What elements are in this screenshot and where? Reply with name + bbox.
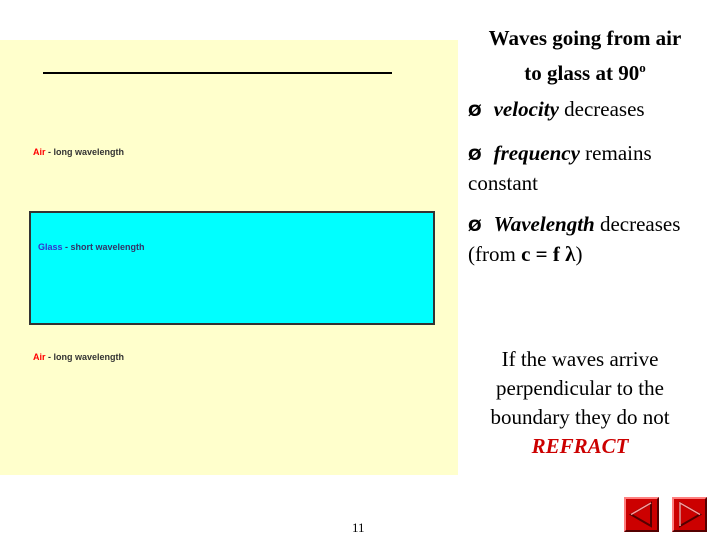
bullet-text: decreases (from bbox=[468, 212, 681, 266]
title-line-2-text: to glass at 90 bbox=[524, 61, 640, 85]
bullet-term: Wavelength bbox=[493, 212, 595, 236]
note-text: If the waves arrive perpendicular to the boundary they do not bbox=[490, 347, 670, 429]
air-top-description: long wavelength bbox=[53, 147, 125, 157]
air-bottom-label bbox=[33, 352, 124, 362]
air-top-separator: - bbox=[45, 147, 54, 157]
page-number: 11 bbox=[352, 520, 365, 535]
glass-block bbox=[29, 211, 435, 325]
glass-medium: Glass bbox=[38, 242, 63, 252]
bullet-arrow-icon: Ø bbox=[468, 145, 482, 164]
bullet-term: frequency bbox=[493, 141, 580, 165]
wavefront-line bbox=[43, 72, 392, 74]
glass-label bbox=[38, 242, 145, 252]
bullet-arrow-icon: Ø bbox=[468, 216, 482, 235]
air-bottom-separator: - bbox=[45, 352, 54, 362]
previous-slide-button[interactable] bbox=[624, 497, 659, 532]
air-top-label bbox=[33, 147, 124, 157]
bullet-velocity bbox=[468, 95, 716, 125]
refraction-note bbox=[462, 345, 698, 461]
air-bottom-medium: Air bbox=[33, 352, 46, 362]
bullet-wavelength bbox=[468, 210, 716, 269]
triangle-left-icon bbox=[626, 499, 657, 530]
refract-emphasis: REFRACT bbox=[531, 434, 629, 458]
slide-title bbox=[462, 24, 708, 88]
glass-separator: - bbox=[62, 242, 71, 252]
bullet-term: velocity bbox=[493, 97, 559, 121]
triangle-right-icon bbox=[674, 499, 705, 530]
bullet-text: decreases bbox=[558, 97, 645, 121]
air-top-medium: Air bbox=[33, 147, 46, 157]
title-line-1: Waves going from air bbox=[488, 26, 682, 50]
bullet-frequency bbox=[468, 139, 716, 198]
next-slide-button[interactable] bbox=[672, 497, 707, 532]
glass-description: short wavelength bbox=[70, 242, 145, 252]
degree-superscript: o bbox=[639, 60, 646, 75]
bullet-text: remains constant bbox=[468, 141, 652, 195]
title-line-2 bbox=[462, 53, 708, 88]
bullet-arrow-icon: Ø bbox=[468, 101, 482, 120]
bullet-close-paren: ) bbox=[575, 242, 583, 266]
wave-equation: c = f λ bbox=[521, 242, 576, 266]
air-bottom-description: long wavelength bbox=[53, 352, 125, 362]
